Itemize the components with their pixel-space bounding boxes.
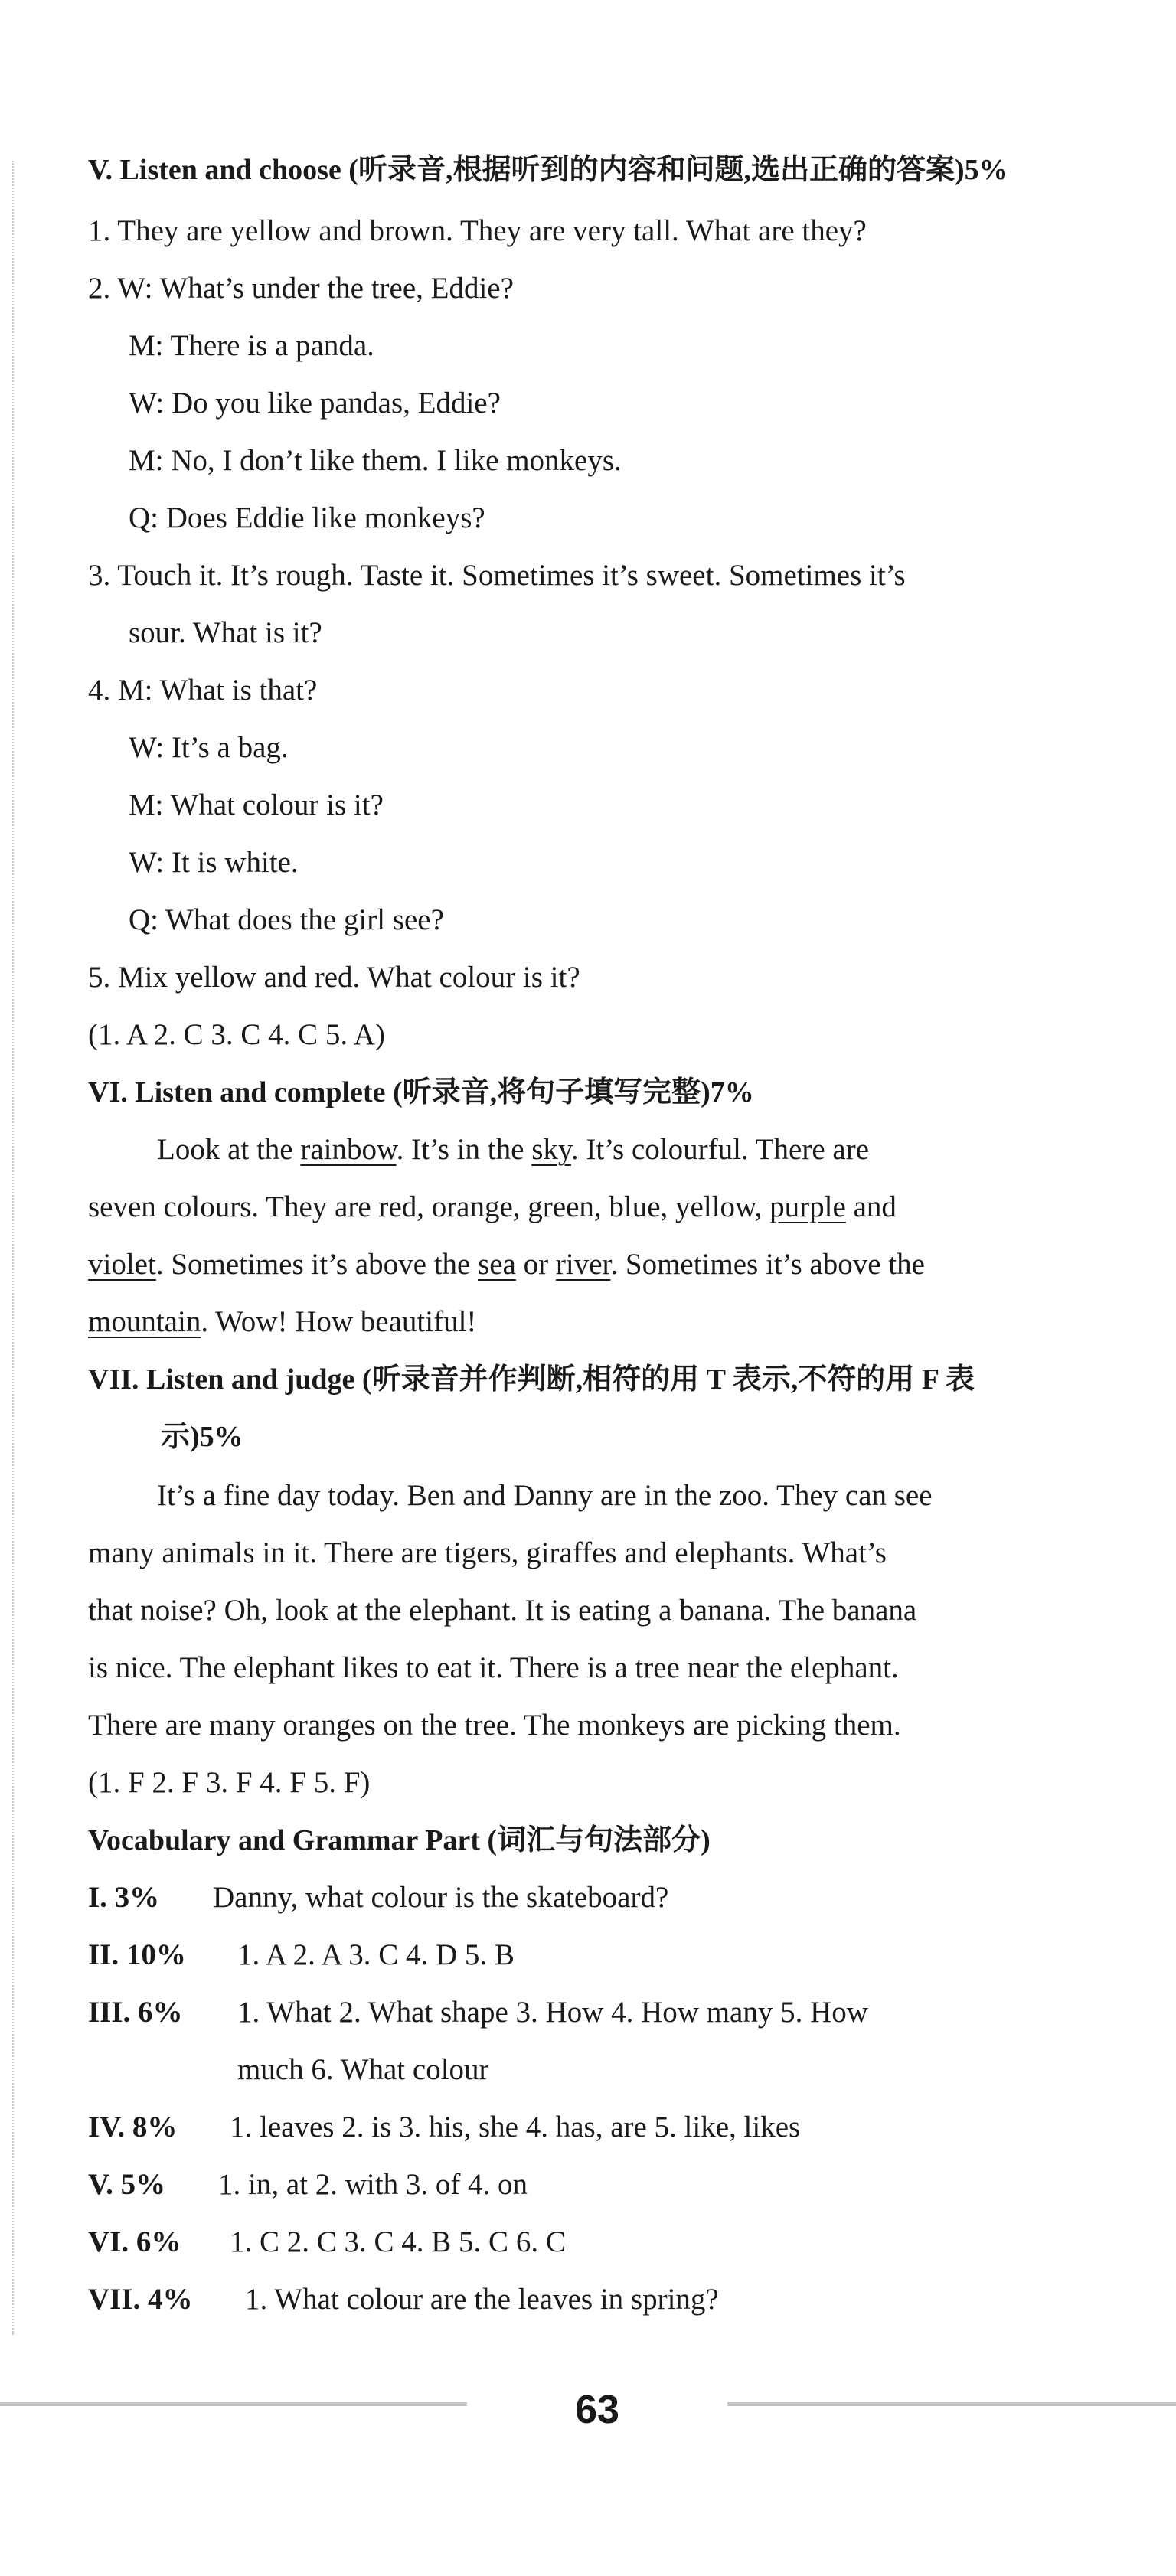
section-vii-passage-line-5: There are many oranges on the tree. The monkeys are picking them. (88, 1709, 901, 1742)
vocab-item-answer: Danny, what colour is the skateboard? (213, 1881, 669, 1914)
blank-answer-purple: purple (769, 1190, 846, 1223)
text-run: or (515, 1248, 556, 1281)
footer-rule-right (727, 2402, 1176, 2406)
vocab-item-answer: 1. What 2. What shape 3. How 4. How many 5. How (237, 1996, 868, 2029)
text-run: . Sometimes it’s above the (610, 1248, 925, 1281)
section-v-line-10: W: It’s a bag. (129, 731, 289, 764)
section-v-line-9: 4. M: What is that? (88, 674, 318, 707)
text-run: seven colours. They are red, orange, green, blue, yellow, (88, 1190, 770, 1223)
vocab-item-answer: 1. in, at 2. with 3. of 4. on (218, 2168, 528, 2201)
section-vii-passage-line-2: many animals in it. There are tigers, giraffes and elephants. What’s (88, 1536, 887, 1569)
section-vi-heading: VI. Listen and complete (听录音,将句子填写完整)7% (88, 1076, 754, 1108)
blank-answer-violet: violet (88, 1248, 156, 1281)
section-vi-paragraph-line-1 (157, 1131, 869, 1168)
section-vii-passage-line-1: It’s a fine day today. Ben and Danny are in the zoo. They can see (157, 1479, 933, 1512)
text-run: Look at the (157, 1133, 301, 1166)
vocab-item-label: V. 5% (88, 2168, 166, 2201)
section-v-line-6: Q: Does Eddie like monkeys? (129, 501, 485, 534)
section-vi-paragraph-line-3 (88, 1246, 925, 1283)
vocab-item-answer: 1. leaves 2. is 3. his, she 4. has, are 5. like, likes (230, 2111, 801, 2143)
text-run: . Wow! How beautiful! (201, 1305, 477, 1338)
blank-answer-sea: sea (478, 1248, 516, 1281)
section-v-line-2: 2. W: What’s under the tree, Eddie? (88, 272, 514, 305)
vocab-item-answer: 1. C 2. C 3. C 4. B 5. C 6. C (230, 2225, 566, 2258)
section-v-line-12: W: It is white. (129, 846, 299, 879)
section-v-line-11: M: What colour is it? (129, 788, 384, 821)
section-v-line-14: 5. Mix yellow and red. What colour is it? (88, 961, 580, 994)
vocab-grammar-heading: Vocabulary and Grammar Part (词汇与句法部分) (88, 1824, 710, 1856)
text-run: and (845, 1190, 897, 1223)
footer-rule-left (0, 2402, 467, 2406)
section-v-line-3: M: There is a panda. (129, 329, 374, 362)
vocab-item-label: II. 10% (88, 1938, 186, 1971)
section-vii-passage-line-3: that noise? Oh, look at the elephant. It is eating a banana. The banana (88, 1594, 917, 1627)
section-v-line-5: M: No, I don’t like them. I like monkeys. (129, 444, 622, 477)
blank-answer-river: river (555, 1248, 611, 1281)
vocab-item-label: VI. 6% (88, 2225, 181, 2258)
section-v-line-8: sour. What is it? (129, 616, 322, 649)
section-v-answers: (1. A 2. C 3. C 4. C 5. A) (88, 1018, 385, 1051)
section-v-line-4: W: Do you like pandas, Eddie? (129, 387, 501, 420)
blank-answer-rainbow: rainbow (300, 1133, 397, 1166)
section-v-heading: V. Listen and choose (听录音,根据听到的内容和问题,选出正确的答案)5% (88, 154, 1008, 186)
vocab-item-label: VII. 4% (88, 2283, 193, 2316)
page-number: 63 (575, 2388, 619, 2432)
vocab-item-answer: 1. What colour are the leaves in spring? (245, 2283, 719, 2316)
vocab-item-label: I. 3% (88, 1881, 160, 1914)
section-v-line-7: 3. Touch it. It’s rough. Taste it. Sometimes it’s sweet. Sometimes it’s (88, 559, 906, 592)
vocab-item-answer: 1. A 2. A 3. C 4. D 5. B (237, 1938, 514, 1971)
section-v-line-13: Q: What does the girl see? (129, 903, 444, 936)
section-vi-paragraph-line-4 (88, 1304, 476, 1340)
vocab-item-label: III. 6% (88, 1996, 183, 2029)
vocab-item-answer-cont: much 6. What colour (237, 2053, 489, 2086)
vocab-item-label: IV. 8% (88, 2111, 178, 2143)
text-run: . It’s in the (396, 1133, 532, 1166)
section-vii-passage-line-4: is nice. The elephant likes to eat it. There is a tree near the elephant. (88, 1651, 899, 1684)
section-vii-answers: (1. F 2. F 3. F 4. F 5. F) (88, 1766, 371, 1799)
text-run: . It’s colourful. There are (570, 1133, 869, 1166)
section-vii-heading-cont: 示)5% (161, 1421, 243, 1453)
section-v-line-1: 1. They are yellow and brown. They are very tall. What are they? (88, 214, 867, 247)
blank-answer-sky: sky (531, 1133, 571, 1166)
margin-dotted-line (12, 161, 14, 2335)
section-vii-heading: VII. Listen and judge (听录音并作判断,相符的用 T 表示,不符的用 F 表 (88, 1363, 975, 1396)
section-vi-paragraph-line-2 (88, 1189, 897, 1226)
blank-answer-mountain: mountain (88, 1305, 201, 1338)
text-run: . Sometimes it’s above the (155, 1248, 479, 1281)
